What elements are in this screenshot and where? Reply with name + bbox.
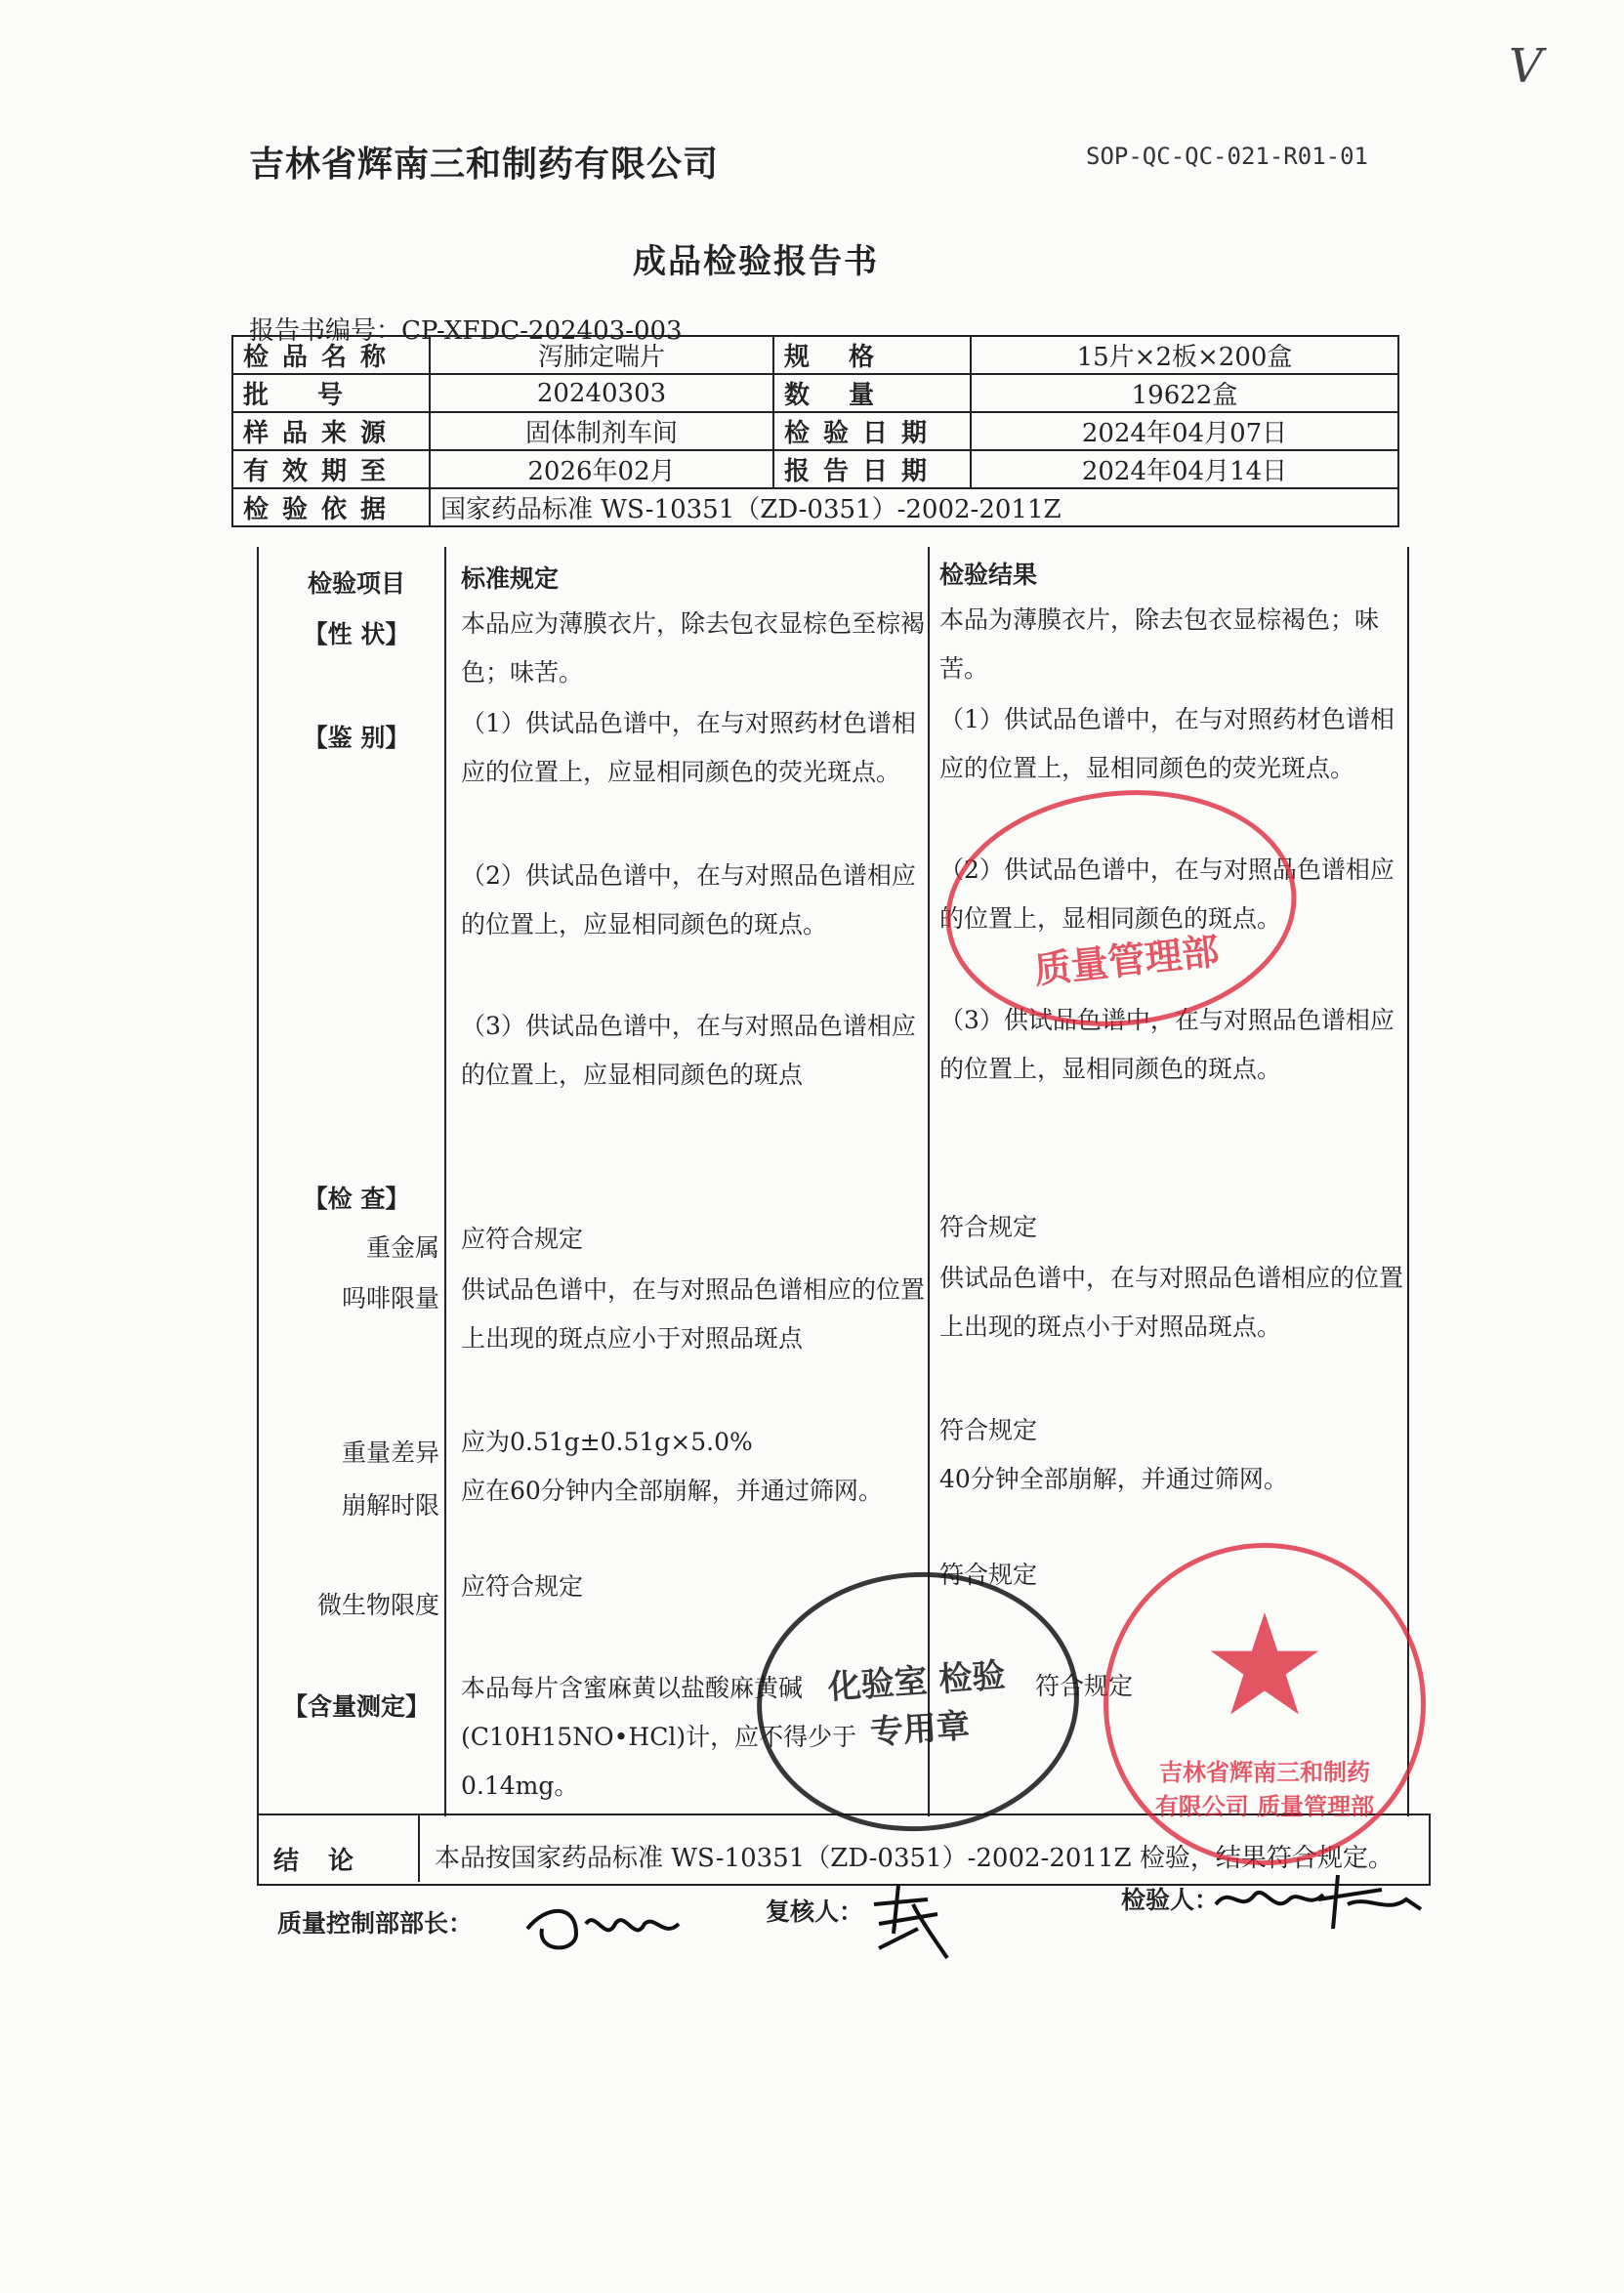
spec-value: 15片×2板×200盒	[971, 336, 1398, 374]
conclusion-text: 本品按国家药品标准 WS-10351（ZD-0351）-2002-2011Z 检验，结果符合规定。	[435, 1844, 1394, 1873]
basis-value: 国家药品标准 WS-10351（ZD-0351）-2002-2011Z	[430, 488, 1398, 526]
identification-result-2: （2）供试品色谱中，在与对照品色谱相应的位置上，显相同颜色的斑点。	[939, 855, 1395, 933]
disintegration-item: 崩解时限	[341, 1491, 439, 1520]
assay-item: 【含量测定】	[282, 1692, 430, 1721]
report-date-label: 报告日期	[773, 450, 971, 488]
company-name: 吉林省辉南三和制药有限公司	[249, 144, 720, 185]
test-date-label: 检验日期	[773, 412, 971, 450]
inspector-signature	[1211, 1865, 1436, 1943]
table-row	[232, 488, 1398, 526]
identification-result-1: （1）供试品色谱中，在与对照药材色谱相应的位置上，显相同颜色的荧光斑点。	[939, 705, 1395, 782]
check-item: 【检 查】	[303, 1185, 410, 1213]
product-name-label: 检品名称	[232, 336, 430, 374]
reviewer-label: 复核人：	[766, 1897, 864, 1926]
identification-standard-3: （3）供试品色谱中，在与对照品色谱相应的位置上，应显相同颜色的斑点	[461, 1012, 916, 1089]
morphine-result: 供试品色谱中，在与对照品色谱相应的位置上出现的斑点小于对照品斑点。	[939, 1264, 1404, 1341]
basis-label: 检验依据	[232, 488, 430, 526]
info-table	[231, 335, 1399, 527]
heavy-metal-standard: 应符合规定	[461, 1225, 584, 1253]
heavy-metal-item: 重金属	[365, 1233, 439, 1262]
assay-result: 符合规定	[1035, 1672, 1134, 1700]
source-label: 样品来源	[232, 412, 430, 450]
reviewer-signature	[859, 1875, 977, 1963]
spec-label: 规格	[773, 336, 971, 374]
identification-standard-1: （1）供试品色谱中，在与对照药材色谱相应的位置上，应显相同颜色的荧光斑点。	[461, 709, 916, 786]
microbial-result: 符合规定	[939, 1561, 1038, 1589]
source-value: 固体制剂车间	[430, 412, 773, 450]
lab-stamp: 化验室 检验专用章	[748, 1562, 1088, 1842]
report-title: 成品检验报告书	[633, 242, 879, 281]
morphine-item: 吗啡限量	[341, 1284, 439, 1313]
expiry-label: 有效期至	[232, 450, 430, 488]
inspector-label: 检验人：	[1121, 1886, 1220, 1914]
quantity-value: 19622盒	[971, 374, 1398, 412]
appearance-result: 本品为薄膜衣片，除去包衣显棕褐色；味苦。	[939, 605, 1380, 683]
weight-item: 重量差异	[341, 1438, 439, 1467]
product-name-value: 泻肺定喘片	[430, 336, 773, 374]
appearance-item: 【性 状】	[303, 620, 410, 648]
table-row	[232, 336, 1398, 374]
qc-head-label: 质量控制部部长：	[277, 1909, 474, 1938]
batch-value: 20240303	[430, 374, 773, 412]
qc-head-signature	[518, 1895, 693, 1963]
table-row	[232, 374, 1398, 412]
star-icon	[1206, 1606, 1323, 1724]
result-header: 检验结果	[939, 561, 1038, 589]
identification-standard-2: （2）供试品色谱中，在与对照品色谱相应的位置上，应显相同颜色的斑点。	[461, 861, 916, 938]
quality-dept-stamp-top: 质量管理部	[934, 773, 1308, 1043]
microbial-standard: 应符合规定	[461, 1572, 584, 1601]
weight-standard: 应为0.51g±0.51g×5.0%	[461, 1428, 753, 1456]
appearance-standard: 本品应为薄膜衣片，除去包衣显棕色至棕褐色；味苦。	[461, 609, 926, 687]
report-number-label: 报告书编号	[249, 316, 377, 346]
column-divider	[444, 547, 446, 1816]
weight-result: 符合规定	[939, 1416, 1038, 1444]
report-number: 报告书编号：CP-XFDC-202403-003	[249, 316, 683, 346]
conclusion-label: 结论	[273, 1847, 384, 1876]
item-header: 检验项目	[307, 569, 405, 598]
conclusion-divider	[418, 1814, 420, 1882]
identification-item: 【鉴 别】	[303, 724, 410, 752]
microbial-item: 微生物限度	[316, 1591, 439, 1619]
disintegration-result: 40分钟全部崩解，并通过筛网。	[939, 1465, 1288, 1493]
morphine-standard: 供试品色谱中，在与对照品色谱相应的位置上出现的斑点应小于对照品斑点	[461, 1275, 926, 1353]
assay-standard: 本品每片含蜜麻黄以盐酸麻黄碱(C10H15NO•HCl)计，应不得少于0.14mg。	[461, 1674, 857, 1800]
quantity-label: 数量	[773, 374, 971, 412]
disintegration-standard: 应在60分钟内全部崩解，并通过筛网。	[461, 1477, 883, 1505]
table-row	[232, 412, 1398, 450]
report-number-value: CP-XFDC-202403-003	[401, 316, 683, 346]
batch-label: 批号	[232, 374, 430, 412]
standard-header: 标准规定	[461, 564, 560, 593]
report-date-value: 2024年04月14日	[971, 450, 1398, 488]
test-date-value: 2024年04月07日	[971, 412, 1398, 450]
identification-result-3: （3）供试品色谱中，在与对照品色谱相应的位置上，显相同颜色的斑点。	[939, 1006, 1395, 1083]
company-stamp: 吉林省辉南三和制药有限公司 质量管理部	[1103, 1543, 1426, 1865]
expiry-value: 2026年02月	[430, 450, 773, 488]
document-number: SOP-QC-QC-021-R01-01	[1086, 143, 1368, 170]
corner-mark: V	[1509, 39, 1543, 94]
table-row	[232, 450, 1398, 488]
heavy-metal-result: 符合规定	[939, 1213, 1038, 1241]
